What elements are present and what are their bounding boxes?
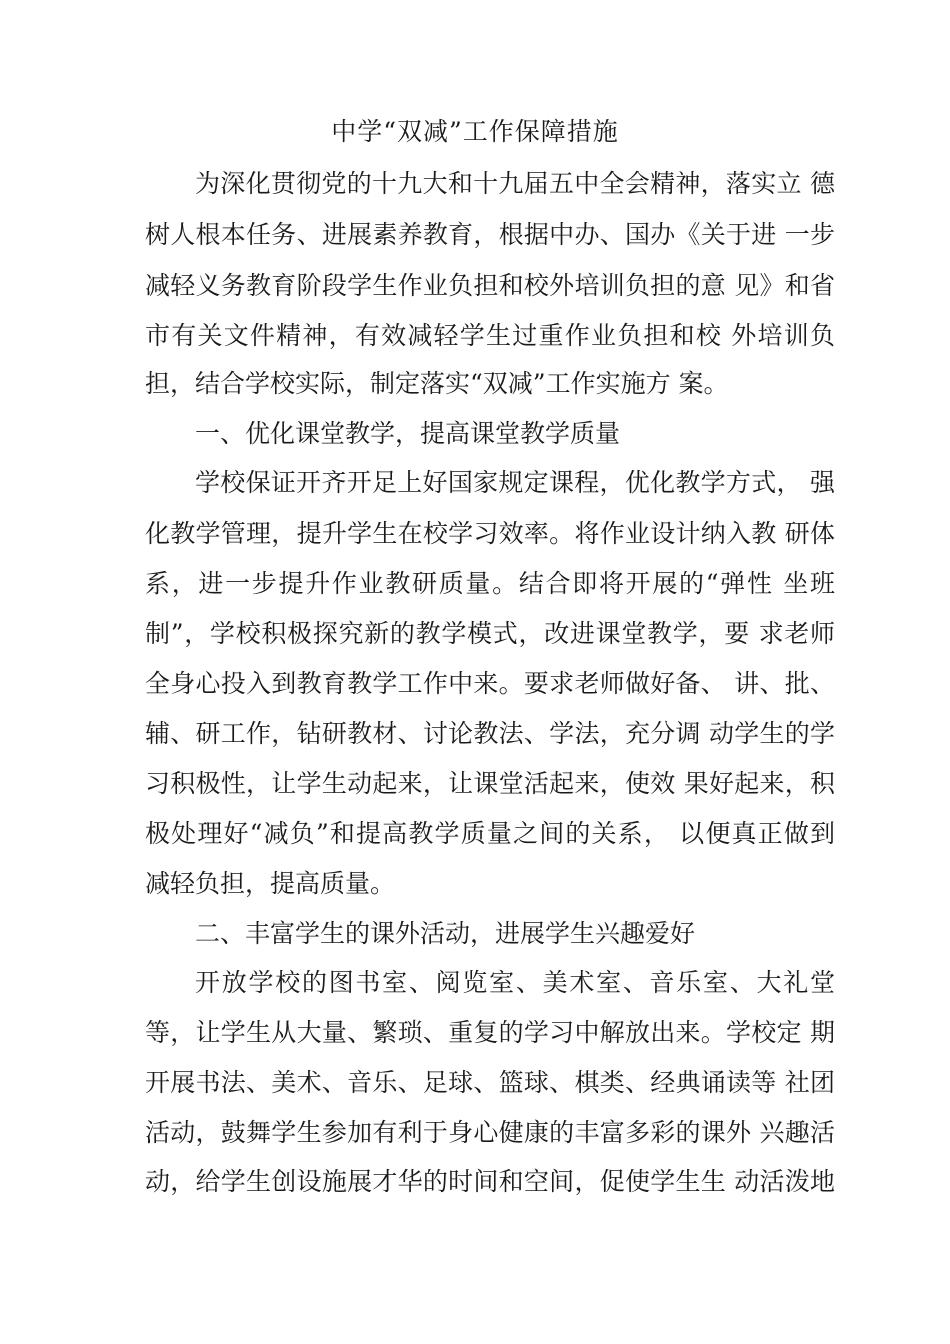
paragraph-line: 辅、研工作，钻研教材、讨论教法、学法，充分调 动学生的学 (145, 719, 835, 748)
paragraph-line: 动，给学生创设施展才华的时间和空间，促使学生生 动活泼地 (145, 1167, 835, 1196)
paragraph-line: 化教学管理，提升学生在校学习效率。将作业设计纳入教 研体 (145, 519, 835, 548)
paragraph-line: 全身心投入到教育教学工作中来。要求老师做好备、 讲、批、 (145, 669, 835, 698)
paragraph-line: 开放学校的图书室、阅览室、美术室、音乐室、大礼堂 (195, 968, 835, 997)
paragraph-line: 学校保证开齐开足上好国家规定课程，优化教学方式， 强 (195, 468, 835, 497)
paragraph-line: 市有关文件精神，有效减轻学生过重作业负担和校 外培训负 (145, 321, 835, 350)
paragraph-line: 开展书法、美术、音乐、足球、篮球、棋类、经典诵读等 社团 (145, 1068, 835, 1097)
paragraph-line: 极处理好“减负”和提高教学质量之间的关系， 以便真正做到 (145, 819, 835, 848)
paragraph-line: 制”，学校积极探究新的教学模式，改进课堂教学，要 求老师 (145, 619, 835, 648)
section-heading: 二、丰富学生的课外活动，进展学生兴趣爱好 (195, 919, 696, 948)
paragraph-line: 系，进一步提升作业教研质量。结合即将开展的“弹性 坐班 (145, 569, 835, 598)
paragraph-line: 担，结合学校实际，制定落实“双减”工作实施方 案。 (145, 369, 729, 398)
paragraph-line: 减轻义务教育阶段学生作业负担和校外培训负担的意 见》和省 (145, 271, 835, 300)
paragraph-line: 习积极性，让学生动起来，让课堂活起来，使效 果好起来，积 (145, 769, 835, 798)
paragraph-line: 活动，鼓舞学生参加有利于身心健康的丰富多彩的课外 兴趣活 (145, 1118, 835, 1147)
section-heading: 一、优化课堂教学，提高课堂教学质量 (195, 419, 621, 448)
paragraph-line: 等，让学生从大量、繁琐、重复的学习中解放出来。学校定 期 (145, 1018, 835, 1047)
document-title: 中学“双减”工作保障措施 (331, 117, 619, 146)
paragraph-line: 减轻负担，提高质量。 (145, 869, 396, 898)
paragraph-line: 树人根本任务、进展素养教育，根据中办、国办《关于进 一步 (145, 220, 835, 249)
paragraph-line: 为深化贯彻党的十九大和十九届五中全会精神，落实立 德 (195, 169, 835, 198)
